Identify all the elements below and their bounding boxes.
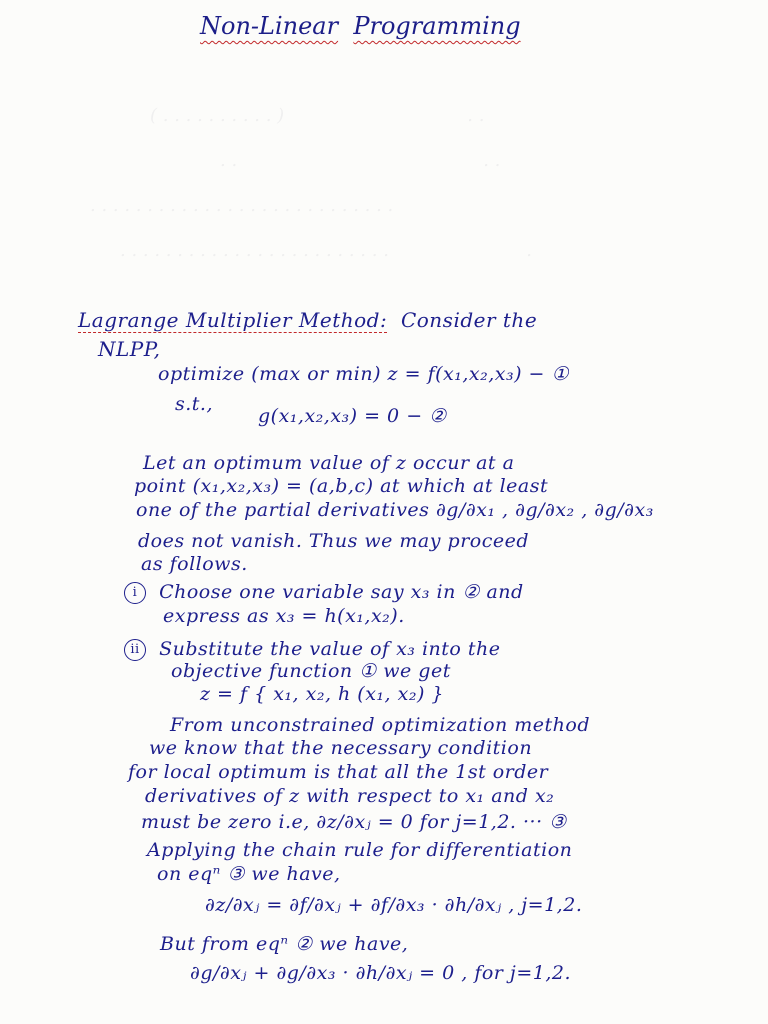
heading-intro: Consider the (400, 308, 538, 332)
bleed-through-text: . . . . . . . . . . . . . . . . . . . . . . . . . (120, 240, 532, 261)
paragraph-line: as follows. (141, 553, 248, 575)
bleed-through-text: . . . . (220, 150, 501, 171)
paragraph-line: one of the partial derivatives ∂g/∂x₁ , ∂g/∂x₂ , ∂g/∂x₃ (136, 499, 654, 521)
substituted-function: z = f { x₁, x₂, h (x₁, x₂) } (200, 683, 445, 705)
section-heading: Lagrange Multiplier Method: (78, 308, 388, 332)
paragraph-line: Applying the chain rule for differentiation (147, 839, 573, 861)
subject-to-label: s.t., (175, 393, 214, 415)
step-line: Choose one variable say x₃ in ② and (159, 581, 524, 603)
paragraph-line: we know that the necessary condition (149, 737, 533, 759)
bleed-through-text: . . . . . . . . . . . . . . . . . . . . . . . . . . . (90, 195, 394, 216)
constraint-equation: g(x₁,x₂,x₃) = 0 − ② (258, 405, 447, 427)
bleed-through-text: ( . . . . . . . . . . ) . . (150, 105, 485, 126)
step-line: Substitute the value of x₃ into the (159, 638, 501, 660)
chain-rule-equation: ∂z/∂xⱼ = ∂f/∂xⱼ + ∂f/∂x₃ · ∂h/∂xⱼ , j=1,2. (205, 894, 583, 916)
title-part-2: Programming (353, 12, 521, 40)
paragraph-line: derivatives of z with respect to x₁ and x₂ (145, 785, 555, 807)
step-line: objective function ① we get (171, 660, 451, 682)
objective-function: optimize (max or min) z = f(x₁,x₂,x₃) − ① (158, 363, 570, 385)
step-line: express as x₃ = h(x₁,x₂). (163, 605, 405, 627)
paragraph-line: on eqⁿ ③ we have, (157, 863, 341, 885)
nlpp-label: NLPP, (98, 337, 161, 361)
step-2 (124, 637, 501, 661)
title-part-1: Non-Linear (200, 12, 339, 40)
paragraph-line: point (x₁,x₂,x₃) = (a,b,c) at which at least (134, 475, 549, 497)
paragraph-line: for local optimum is that all the 1st order (128, 761, 549, 783)
paragraph-line: does not vanish. Thus we may proceed (138, 530, 530, 552)
paragraph-line: Let an optimum value of z occur at a (143, 452, 515, 474)
paragraph-line: From unconstrained optimization method (170, 714, 591, 736)
paragraph-line: But from eqⁿ ② we have, (160, 933, 409, 955)
constraint-derivative-equation: ∂g/∂xⱼ + ∂g/∂x₃ · ∂h/∂xⱼ = 0 , for j=1,2. (190, 962, 571, 984)
step-marker: i (124, 582, 146, 604)
page-title (200, 12, 521, 40)
step-marker: ii (124, 639, 146, 661)
step-1 (124, 580, 524, 604)
lagrange-heading-line (78, 308, 537, 332)
paragraph-line: must be zero i.e, ∂z/∂xⱼ = 0 for j=1,2. ··· ③ (141, 811, 567, 833)
